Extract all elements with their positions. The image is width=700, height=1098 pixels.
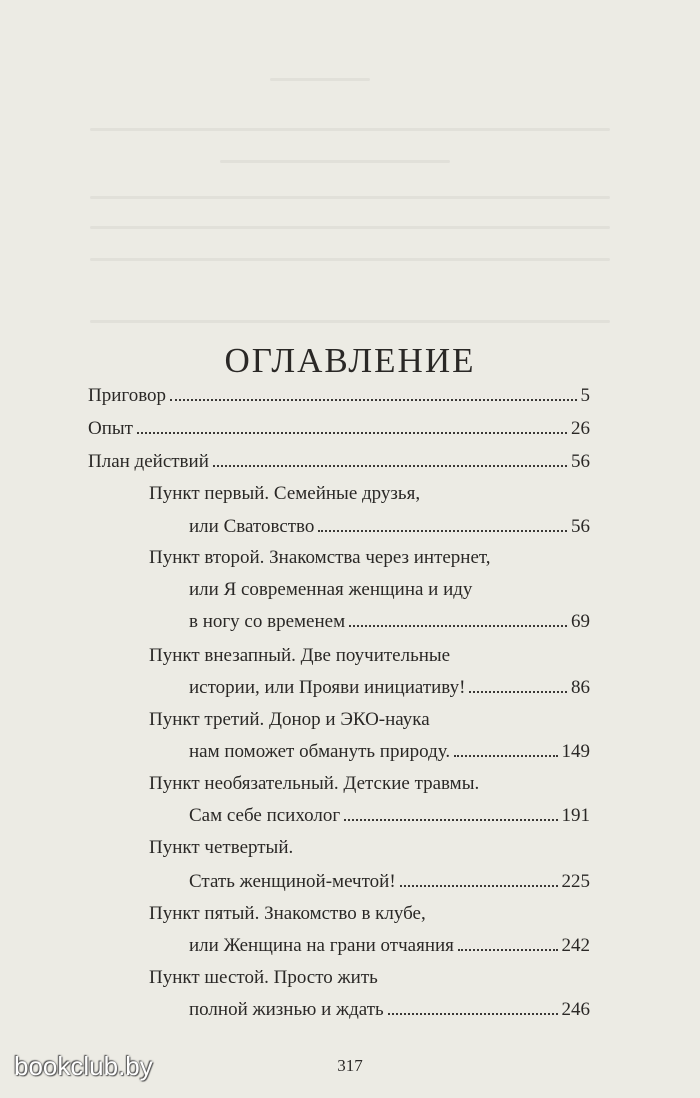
entry-title-line: Пункт внезапный. Две поучительные: [149, 645, 451, 666]
entry-page: 69: [571, 611, 590, 632]
toc-heading: ОГЛАВЛЕНИЕ: [224, 341, 476, 381]
watermark: bookclub.by: [14, 1051, 153, 1081]
dot-leader: [170, 399, 576, 401]
entry-title-line: Пункт второй. Знакомства через интернет,: [149, 547, 491, 568]
toc-entry[interactable]: [189, 612, 590, 631]
entry-page: 5: [580, 385, 590, 406]
dot-leader: [454, 755, 557, 757]
entry-title: полной жизнью и ждать: [189, 999, 384, 1020]
entry-title: Опыт: [88, 418, 133, 439]
dot-leader: [137, 432, 567, 434]
entry-page: 26: [571, 418, 590, 439]
toc-entry[interactable]: [189, 936, 590, 955]
show-through: [90, 128, 610, 131]
toc-entry[interactable]: [88, 452, 590, 471]
dot-leader: [318, 530, 567, 532]
entry-page: 56: [571, 516, 590, 537]
dot-leader: [344, 819, 557, 821]
toc-entry[interactable]: [189, 678, 590, 697]
entry-title-line: или Я современная женщина и иду: [189, 579, 473, 600]
dot-leader: [400, 885, 558, 887]
entry-title: План действий: [88, 451, 209, 472]
dot-leader: [213, 465, 567, 467]
show-through: [90, 258, 610, 261]
entry-title: истории, или Прояви инициативу!: [189, 677, 466, 698]
entry-title-line: Пункт четвертый.: [149, 837, 294, 858]
show-through: [270, 78, 370, 81]
entry-page: 149: [561, 741, 590, 762]
dot-leader: [458, 949, 558, 951]
toc-entry[interactable]: [88, 386, 590, 405]
entry-title: Сам себе психолог: [189, 805, 341, 826]
entry-title: нам поможет обмануть природу.: [189, 741, 451, 762]
entry-title: в ногу со временем: [189, 611, 346, 632]
toc-entry[interactable]: [189, 517, 590, 536]
entry-page: 246: [561, 999, 590, 1020]
toc-entry[interactable]: [189, 872, 590, 891]
dot-leader: [469, 691, 567, 693]
toc-entry[interactable]: [189, 1000, 590, 1019]
entry-title: Приговор: [88, 385, 167, 406]
entry-page: 86: [571, 677, 590, 698]
entry-title: или Женщина на грани отчаяния: [189, 935, 454, 956]
entry-title-line: Пункт третий. Донор и ЭКО-наука: [149, 709, 430, 730]
entry-title-line: Пункт необязательный. Детские травмы.: [149, 773, 480, 794]
entry-title: Стать женщиной-мечтой!: [189, 871, 396, 892]
show-through: [90, 196, 610, 199]
entry-title-line: Пункт шестой. Просто жить: [149, 967, 378, 988]
dot-leader: [349, 625, 567, 627]
show-through: [220, 160, 450, 163]
toc-entry[interactable]: [189, 742, 590, 761]
show-through: [90, 320, 610, 323]
entry-page: 225: [561, 871, 590, 892]
toc-entry[interactable]: [88, 419, 590, 438]
page-number: 317: [337, 1056, 363, 1075]
entry-title-line: Пункт пятый. Знакомство в клубе,: [149, 903, 426, 924]
entry-page: 242: [561, 935, 590, 956]
entry-title-line: Пункт первый. Семейные друзья,: [149, 483, 421, 504]
entry-page: 56: [571, 451, 590, 472]
toc-entry[interactable]: [189, 806, 590, 825]
show-through: [90, 226, 610, 229]
entry-title: или Сватовство: [189, 516, 315, 537]
entry-page: 191: [561, 805, 590, 826]
dot-leader: [388, 1013, 558, 1015]
